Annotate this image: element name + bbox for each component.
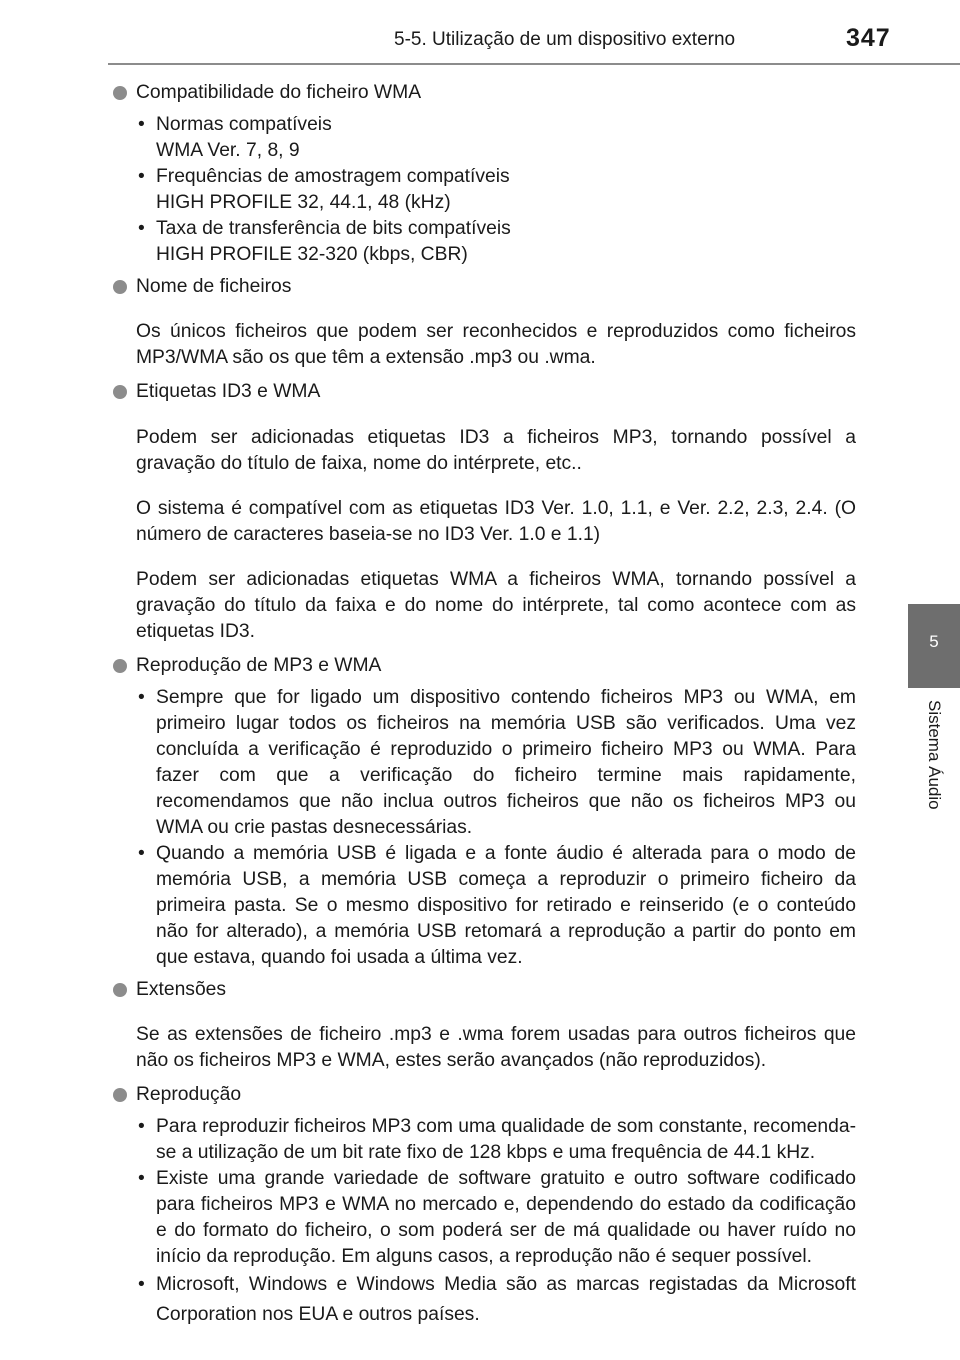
section-heading: Reprodução de MP3 e WMA	[110, 653, 856, 679]
bullet-icon: •	[138, 1116, 145, 1138]
section-extensions	[110, 977, 856, 1074]
page-number: 347	[846, 24, 891, 52]
list-item: • Normas compatíveis WMA Ver. 7, 8, 9	[138, 114, 332, 161]
chapter-number: 5	[929, 632, 939, 651]
bullet-icon: •	[138, 218, 145, 239]
list-item: • Sempre que for ligado um dispositivo contendo ficheiros MP3 ou WMA, em primeiro lugar todos os ficheiros na memória USB são verificados. Uma vez concluída a verificação é reproduzido o primeiro ficheiro MP3 ou WMA. Para fazer com que a verificação do ficheiro termine mais rapidamente, recomendamos que não inclua outros ficheiros que não os ficheiros MP3 ou WMA ou crie pastas desnecessárias.	[138, 687, 856, 839]
bullet-list	[136, 685, 856, 971]
section-heading: Extensões	[110, 977, 856, 1003]
section-heading: Reprodução	[110, 1082, 856, 1108]
bullet-icon: •	[138, 687, 145, 709]
list-item: • Quando a memória USB é ligada e a fonte áudio é alterada para o modo de memória USB, a memória USB começa a reproduzir o primeiro ficheiro da primeira pasta. Se o mesmo dispositivo for retirado e reinserido (e o conteúdo não for alterado), a memória USB retomará a reprodução a partir do ponto em que estava, quando foi usada a última vez.	[138, 843, 856, 969]
section-file-names	[110, 274, 856, 371]
paragraph: Podem ser adicionadas etiquetas WMA a ficheiros WMA, tornando possível a gravação do título da faixa e do nome do intérprete, tal como acontece com as etiquetas ID3.	[136, 569, 856, 643]
paragraph: Os únicos ficheiros que podem ser reconhecidos e reproduzidos como ficheiros MP3/WMA são os que têm a extensão .mp3 ou .wma.	[136, 321, 856, 369]
bullet-icon: •	[138, 114, 145, 135]
section-heading: Etiquetas ID3 e WMA	[110, 379, 856, 405]
bullet-icon: •	[138, 1274, 145, 1296]
paragraph: Podem ser adicionadas etiquetas ID3 a ficheiros MP3, tornando possível a gravação do título de faixa, nome do intérprete, etc..	[136, 426, 856, 474]
bullet-icon: •	[138, 1168, 145, 1190]
bullet-dot-icon	[113, 280, 127, 294]
page-content	[110, 74, 856, 1336]
list-item: • Taxa de transferência de bits compatíveis HIGH PROFILE 32-320 (kbps, CBR)	[138, 218, 511, 265]
section-id3-tags	[110, 379, 856, 645]
bullet-icon: •	[138, 843, 145, 865]
spec-list	[136, 112, 856, 268]
bullet-list	[136, 1114, 856, 1330]
bullet-dot-icon	[113, 86, 127, 100]
chapter-tab	[908, 604, 960, 688]
paragraph: Se as extensões de ficheiro .mp3 e .wma forem usadas para outros ficheiros que não os ficheiros MP3 e WMA, estes serão avançados (não reproduzidos).	[136, 1024, 856, 1072]
bullet-dot-icon	[113, 983, 127, 997]
bullet-icon: •	[138, 166, 145, 187]
chapter-label: Sistema Áudio	[925, 700, 944, 810]
paragraph: O sistema é compatível com as etiquetas ID3 Ver. 1.0, 1.1, e Ver. 2.2, 2.3, 2.4. (O número de caracteres baseia-se no ID3 Ver. 1.0 e 1.1)	[136, 497, 856, 545]
section-title: 5-5. Utilização de um dispositivo externo	[394, 29, 736, 50]
bullet-dot-icon	[113, 659, 127, 673]
section-playback	[110, 1082, 856, 1330]
section-wma-compat	[110, 80, 856, 268]
bullet-dot-icon	[113, 1088, 127, 1102]
bullet-dot-icon	[113, 385, 127, 399]
list-item: • Existe uma grande variedade de software gratuito e outro software codificado para ficheiros MP3 e WMA no mercado e, dependendo do estado da codificação e do formato do ficheiro, o som poderá ser de má qualidade ou haver ruído no início da reprodução. Em alguns casos, a reprodução não é sequer possível.	[138, 1168, 856, 1268]
section-heading: Nome de ficheiros	[110, 274, 856, 300]
section-heading: Compatibilidade do ficheiro WMA	[110, 80, 856, 106]
page-header	[0, 0, 960, 70]
header-rule	[108, 63, 960, 65]
list-item: • Para reproduzir ficheiros MP3 com uma qualidade de som constante, recomenda-se a utilização de um bit rate fixo de 128 kbps e uma frequência de 44.1 kHz.	[138, 1116, 856, 1164]
section-playback-mp3-wma	[110, 653, 856, 971]
list-item: • Microsoft, Windows e Windows Media são as marcas registadas da Microsoft Corporation nos EUA e outros países.	[136, 1270, 856, 1330]
list-item: • Frequências de amostragem compatíveis HIGH PROFILE 32, 44.1, 48 (kHz)	[138, 166, 510, 213]
